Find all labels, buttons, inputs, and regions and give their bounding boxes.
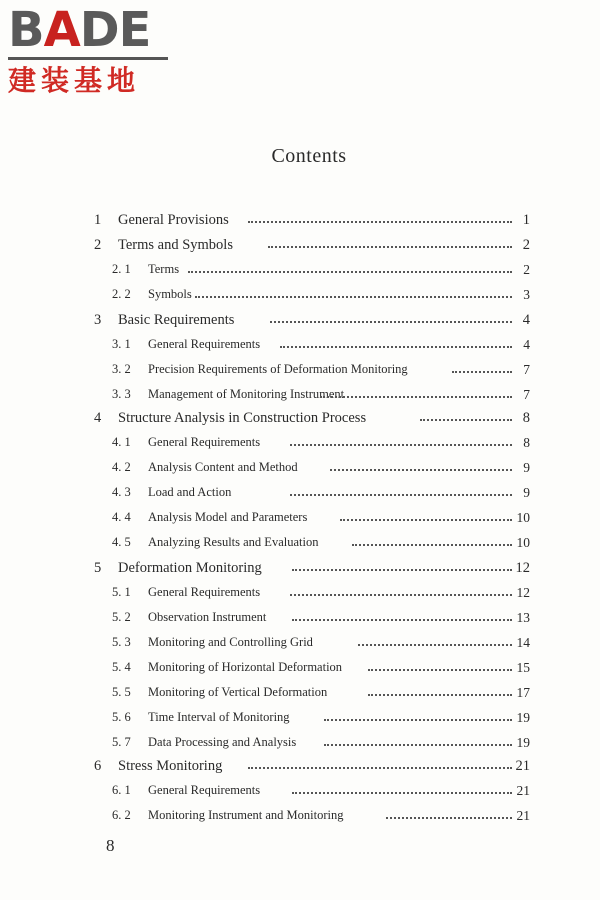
toc-entry-label: Stress Monitoring bbox=[118, 758, 223, 774]
toc-page-number: 19 bbox=[516, 735, 530, 750]
toc-entry-number: 5. 3 bbox=[112, 635, 131, 649]
toc-leader-dots bbox=[330, 460, 512, 471]
toc-entry bbox=[0, 460, 600, 480]
toc-entry-label: Terms bbox=[148, 262, 180, 276]
toc-entry-label: Time Interval of Monitoring bbox=[148, 710, 290, 724]
toc-page-number: 9 bbox=[523, 485, 530, 500]
toc-entry-number: 2 bbox=[94, 237, 102, 253]
page-title: Contents bbox=[271, 145, 347, 167]
toc-page-number: 10 bbox=[516, 535, 530, 550]
toc-entry-label: Load and Action bbox=[148, 485, 232, 499]
toc-entry-number: 1 bbox=[94, 212, 102, 228]
toc-entry-label: General Requirements bbox=[148, 585, 261, 599]
toc-leader-dots bbox=[270, 312, 512, 323]
toc-entry bbox=[0, 510, 600, 530]
toc-page-number: 2 bbox=[522, 237, 530, 253]
toc-entry-label: Terms and Symbols bbox=[118, 237, 233, 253]
toc-entry-number: 6 bbox=[94, 758, 102, 774]
toc-page-number: 13 bbox=[516, 610, 530, 625]
toc-entry bbox=[0, 710, 600, 730]
toc-entry-number: 5. 5 bbox=[112, 685, 131, 699]
toc-entry bbox=[0, 758, 600, 778]
toc-page-number: 19 bbox=[516, 710, 530, 725]
toc-entry bbox=[0, 387, 600, 407]
toc-entry-number: 6. 1 bbox=[112, 783, 131, 797]
toc-entry bbox=[0, 610, 600, 630]
toc-entry bbox=[0, 585, 600, 605]
toc-entry-number: 3 bbox=[94, 312, 102, 328]
toc-entry bbox=[0, 237, 600, 257]
toc-leader-dots bbox=[324, 735, 512, 746]
toc-entry-label: Observation Instrument bbox=[148, 610, 267, 624]
toc-leader-dots bbox=[368, 660, 512, 671]
toc-entry-label: Analysis Content and Method bbox=[148, 460, 298, 474]
toc-entry bbox=[0, 808, 600, 828]
toc-entry bbox=[0, 783, 600, 803]
toc-page-number: 4 bbox=[522, 312, 530, 328]
toc-entry-label: Monitoring of Horizontal Deformation bbox=[148, 660, 343, 674]
toc-entry bbox=[0, 362, 600, 382]
toc-page-number: 3 bbox=[523, 287, 530, 302]
toc-leader-dots bbox=[320, 387, 512, 398]
toc-entry bbox=[0, 312, 600, 332]
toc-page-number: 7 bbox=[523, 362, 530, 377]
toc-entry-label: Precision Requirements of Deformation Monitoring bbox=[148, 362, 408, 376]
toc-entry-number: 5. 4 bbox=[112, 660, 131, 674]
logo-chinese-text: 建装基地 bbox=[8, 64, 141, 97]
toc-leader-dots bbox=[195, 287, 512, 298]
toc-entry-number: 5. 6 bbox=[112, 710, 131, 724]
toc-leader-dots bbox=[340, 510, 512, 521]
toc-entry-label: Structure Analysis in Construction Process bbox=[118, 410, 367, 426]
toc-entry bbox=[0, 410, 600, 430]
toc-entry-number: 4. 1 bbox=[112, 435, 131, 449]
toc-leader-dots bbox=[290, 485, 512, 496]
toc-entry-label: Data Processing and Analysis bbox=[148, 735, 297, 749]
toc-page-number: 21 bbox=[516, 808, 530, 823]
toc-page-number: 8 bbox=[523, 435, 530, 450]
toc-entry-number: 4. 2 bbox=[112, 460, 131, 474]
toc-entry-number: 2. 2 bbox=[112, 287, 131, 301]
toc-entry-label: General Requirements bbox=[148, 435, 261, 449]
toc-entry-label: General Provisions bbox=[118, 212, 229, 228]
toc-entry bbox=[0, 560, 600, 580]
toc-entry bbox=[0, 635, 600, 655]
toc-entry-label: Management of Monitoring Instrument bbox=[148, 387, 345, 401]
toc-leader-dots bbox=[368, 685, 512, 696]
toc-page-number: 21 bbox=[516, 783, 530, 798]
toc-entry-number: 3. 1 bbox=[112, 337, 131, 351]
toc-leader-dots bbox=[292, 783, 512, 794]
toc-entry-label: Analyzing Results and Evaluation bbox=[148, 535, 319, 549]
toc-entry bbox=[0, 535, 600, 555]
toc-entry-number: 5. 1 bbox=[112, 585, 131, 599]
toc-leader-dots bbox=[188, 262, 512, 273]
toc-entry bbox=[0, 287, 600, 307]
toc-entry-number: 4. 4 bbox=[112, 510, 131, 524]
toc-entry bbox=[0, 660, 600, 680]
toc-leader-dots bbox=[292, 610, 512, 621]
toc-entry bbox=[0, 262, 600, 282]
toc-page-number: 4 bbox=[523, 337, 530, 352]
toc-page-number: 7 bbox=[523, 387, 530, 402]
toc-entry-number: 4 bbox=[94, 410, 102, 426]
toc-entry-label: Monitoring of Vertical Deformation bbox=[148, 685, 328, 699]
toc-entry-label: Monitoring Instrument and Monitoring bbox=[148, 808, 344, 822]
toc-entry-number: 4. 3 bbox=[112, 485, 131, 499]
toc-entry-number: 2. 1 bbox=[112, 262, 131, 276]
toc-entry-number: 4. 5 bbox=[112, 535, 131, 549]
toc-entry-number: 5 bbox=[94, 560, 102, 576]
toc-leader-dots bbox=[290, 435, 512, 446]
toc-entry-number: 3. 2 bbox=[112, 362, 131, 376]
toc-entry bbox=[0, 337, 600, 357]
toc-entry-label: Analysis Model and Parameters bbox=[148, 510, 308, 524]
toc-leader-dots bbox=[358, 635, 512, 646]
toc-entry bbox=[0, 685, 600, 705]
toc-page-number: 14 bbox=[516, 635, 530, 650]
toc-leader-dots bbox=[248, 212, 512, 223]
toc-entry-label: Monitoring and Controlling Grid bbox=[148, 635, 313, 649]
toc-page-number: 9 bbox=[523, 460, 530, 475]
toc-page-number: 12 bbox=[515, 560, 530, 576]
toc-leader-dots bbox=[248, 758, 512, 769]
toc-page-number: 8 bbox=[522, 410, 530, 426]
toc-entry-label: Deformation Monitoring bbox=[118, 560, 262, 576]
toc-entry bbox=[0, 735, 600, 755]
toc-entry-number: 3. 3 bbox=[112, 387, 131, 401]
toc-leader-dots bbox=[324, 710, 512, 721]
toc-leader-dots bbox=[352, 535, 512, 546]
toc-entry bbox=[0, 485, 600, 505]
toc-entry-label: Symbols bbox=[148, 287, 192, 301]
toc-page-number: 1 bbox=[522, 212, 530, 228]
toc-entry bbox=[0, 435, 600, 455]
toc-page-number: 12 bbox=[516, 585, 530, 600]
toc-leader-dots bbox=[292, 560, 512, 571]
toc-leader-dots bbox=[268, 237, 512, 248]
page-number: 8 bbox=[106, 836, 115, 855]
toc-entry bbox=[0, 212, 600, 232]
toc-page-number: 10 bbox=[516, 510, 530, 525]
toc-leader-dots bbox=[280, 337, 512, 348]
toc-entry-number: 5. 2 bbox=[112, 610, 131, 624]
toc-page-number: 15 bbox=[516, 660, 530, 675]
toc-page-number: 2 bbox=[523, 262, 530, 277]
toc-page-number: 21 bbox=[515, 758, 530, 774]
toc-entry-number: 6. 2 bbox=[112, 808, 131, 822]
toc-page-number: 17 bbox=[516, 685, 530, 700]
toc-entry-number: 5. 7 bbox=[112, 735, 131, 749]
logo-wordmark: BADE bbox=[8, 2, 151, 58]
toc-entry-label: Basic Requirements bbox=[118, 312, 235, 328]
toc-entry-label: General Requirements bbox=[148, 337, 261, 351]
toc-leader-dots bbox=[290, 585, 512, 596]
toc-entry-label: General Requirements bbox=[148, 783, 261, 797]
